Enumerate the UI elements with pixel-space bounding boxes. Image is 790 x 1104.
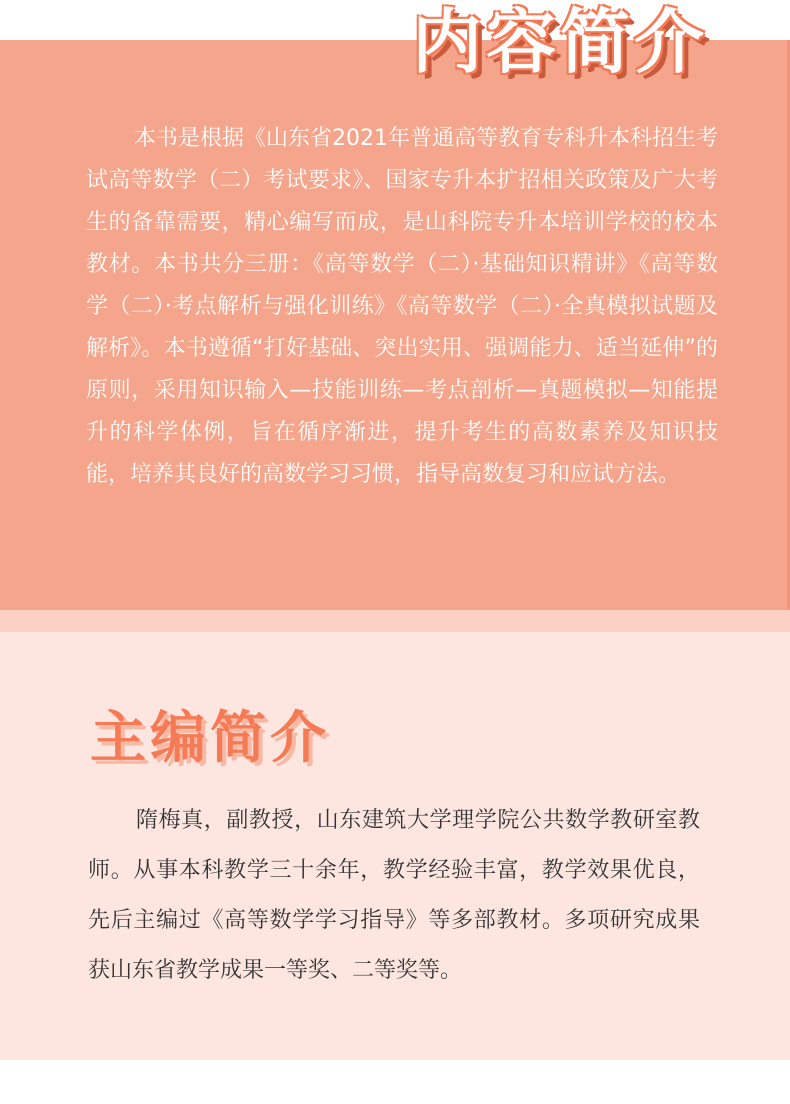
author-title: 主编简介 <box>90 706 330 771</box>
author-body: 隋梅真，副教授，山东建筑大学理学院公共数学教研室教师。从事本科教学三十余年，教学经验丰富，教学效果优良，先后主编过《高等数学学习指导》等多部教材。多项研究成果获山东省教学成果一等奖、二等奖等。 <box>88 808 700 983</box>
intro-body: 本书是根据《山东省2021年普通高等教育专科升本科招生考试高等数学（二）考试要求》、国家专升本扩招相关政策及广大考生的备靠需要，精心编写而成，是山科院专升本培训学校的校本教材。本书共分三册：《高等数学（二）·基础知识精讲》《高等数学（二）·考点解析与强化训练》《高等数学（二）·全真模拟试题及解析》。本书遵循“打好基础、突出实用、强调能力、适当延伸”的原则，采用知识输入—技能训练—考点剖析—真题模拟—知能提升的科学体例，旨在循序渐进，提升考生的高数素养及知识技能，培养其良好的高数学习习惯，指导高数复习和应试方法。 <box>86 126 718 487</box>
intro-title: 内容简介 <box>412 1 708 83</box>
section-divider <box>0 610 790 632</box>
